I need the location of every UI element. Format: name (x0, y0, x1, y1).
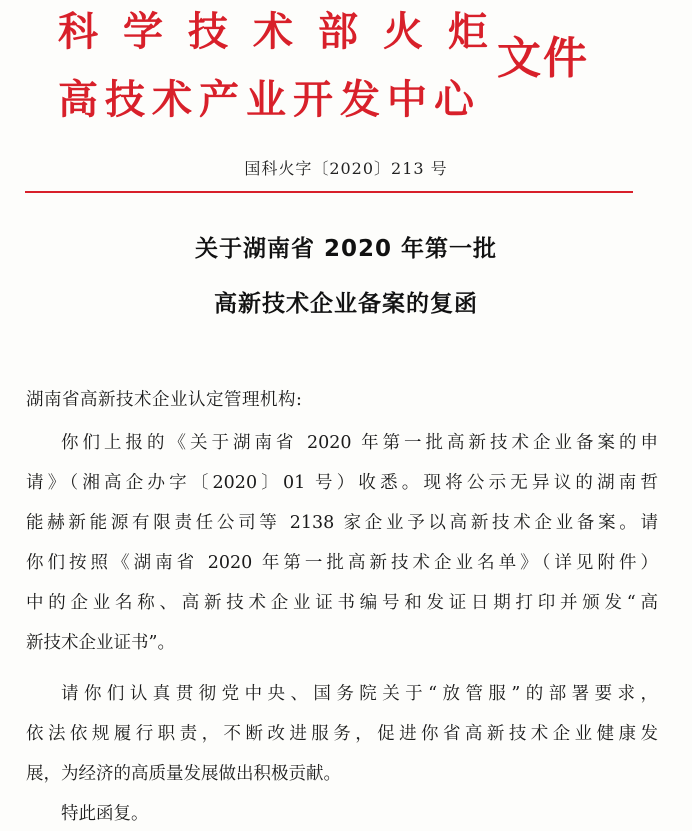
title-line-2: 高新技术企业备案的复函 (214, 291, 478, 317)
closing-remark: 特此函复。 (61, 804, 149, 824)
paragraph2-line: 展，为经济的高质量发展做出积极贡献。 (26, 764, 341, 784)
letterhead-line-1: 科学技术部火炬 (58, 9, 513, 55)
letterhead-doc-type: 文件 (497, 33, 589, 84)
paragraph2-line: 依法依规履行职责，不断改进服务，促进你省高新技术企业健康发 (26, 724, 658, 744)
red-divider (25, 191, 633, 193)
salutation: 湖南省高新技术企业认定管理机构: (26, 390, 303, 410)
paragraph1-line: 请》（湘高企办字〔2020〕01 号）收悉。现将公示无异议的湖南哲 (26, 473, 658, 493)
paragraph1-line: 能赫新能源有限责任公司等 2138 家企业予以高新技术企业备案。请 (26, 513, 658, 533)
paragraph1-line: 新技术企业证书”。 (26, 633, 175, 653)
paragraph1-line: 你们按照《湖南省 2020 年第一批高新技术企业名单》（详见附件） (26, 553, 658, 573)
paragraph1-line: 你们上报的《关于湖南省 2020 年第一批高新技术企业备案的申 (61, 433, 658, 453)
document-number: 国科火字〔2020〕213 号 (244, 159, 448, 178)
letterhead-line-2: 高技术产业开发中心 (58, 77, 481, 123)
paragraph2-line: 请你们认真贯彻党中央、国务院关于“放管服”的部署要求， (61, 684, 658, 704)
paragraph1-line: 中的企业名称、高新技术企业证书编号和发证日期打印并颁发“高 (26, 593, 658, 613)
title-line-1: 关于湖南省 2020 年第一批 (194, 236, 498, 262)
